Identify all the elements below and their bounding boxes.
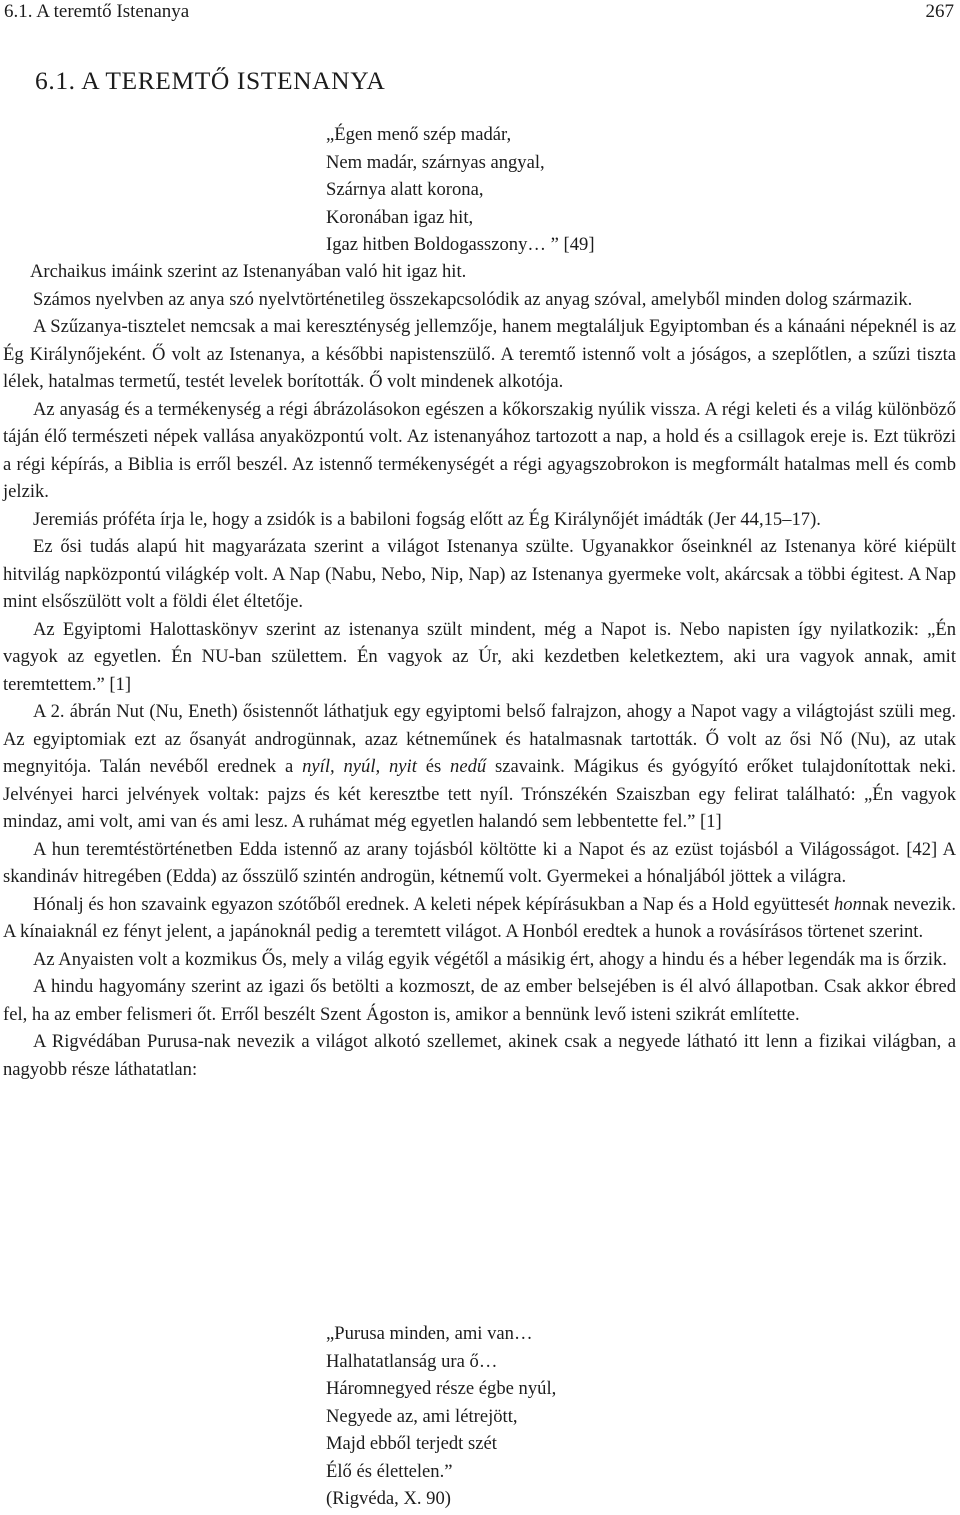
verse-line: Igaz hitben Boldogasszony… ” [49]	[326, 234, 595, 255]
paragraph: A Szűzanya-tisztelet nemcsak a mai kereszténység jellemzője, hanem megtaláljuk Egyiptomban és a kánaáni népeknél is az Ég Királynőjeként. Ő volt az Istenanya, a későbbi napistenszülő. A teremtő istennő volt a jóságos, a szeplőtlen, a szűzi tiszta lélek, hatalmas termetű, testét levelek borították. Ő volt mindenek alkotója.	[3, 316, 956, 392]
verse-line: Szárnya alatt korona,	[326, 179, 484, 200]
text-run: nak nevezik. A kínaiaknál ez fényt jelent, a japánoknál pedig a teremtett világot. A Honból eredtek a hunok a rovásírásos törtenet szerint.	[3, 893, 956, 942]
paragraph: A hun teremtéstörténetben Edda istennő az arany tojásból költötte ki a Napot és az ezüst tojásból a Világosságot. [42] A skandináv hitregében (Edda) az ősszülő szintén androgün, kétnemű volt. Gyermekei a hónaljából jöttek a világra.	[3, 838, 956, 887]
text-run: A 2. ábrán Nut (Nu, Eneth) ősistennőt láthatjuk egy egyiptomi belső falrajzon, ahogy a Napot vagy a világtojást szüli meg. Az egyiptomiak ezt az ősanyát androgünnak, azaz kétneműnek és hatalmasnak tartották. Ő volt az ősi Nő (Nu), az utak megnyitója. Talán nevéből erednek a	[3, 701, 956, 777]
rigveda-verse	[326, 1320, 556, 1513]
text-run: Hónalj és hon szavaink egyazon szótőből erednek. A keleti népek képírásukban a Nap és a Hold együttesét	[33, 893, 834, 915]
paragraph: Jeremiás próféta írja le, hogy a zsidók is a babiloni fogság előtt az Ég Királynőjét imádták (Jer 44,15–17).	[33, 508, 821, 530]
paragraph: Archaikus imáink szerint az Istenanyában való hit igaz hit.	[30, 261, 467, 282]
paragraph: Ez ősi tudás alapú hit magyarázata szerint a világot Istenanya szülte. Ugyanakkor őseinknél az Istenanya köré kiépült hitvilág napközpontú világkép volt. A Nap (Nabu, Nebo, Nip, Nap) az Istenanya gyermeke volt, akárcsak a többi égitest. A Nap mint elsőszülött volt a földi élet éltetője.	[3, 536, 956, 612]
paragraph: A hindu hagyomány szerint az igazi ős betölti a kozmoszt, de az ember belsejében is él alvó állapotban. Csak akkor ébred fel, ha az ember felismeri őt. Erről beszélt Szent Ágoston is, amikor a bennünk levő isteni szikrát említette.	[3, 976, 956, 1025]
paragraph: A Rigvédában Purusa-nak nevezik a világot alkotó szellemet, akinek csak a negyede látható itt lenn a fizikai világban, a nagyobb része láthatatlan:	[3, 1031, 956, 1080]
paragraph: Az Anyaisten volt a kozmikus Ős, mely a világ egyik végétől a másikig ért, ahogy a hindu és a héber legendák ma is őrzik.	[33, 948, 947, 970]
text-run: szavaink. Mágikus és gyógyító erőket tulajdonítottak neki. Jelvényei harci jelvények voltak: pajzs és két keresztbe tett nyíl. Trónszékén Szaiszban egy felirat található: „Én vagyok mindaz, ami volt, ami van és ami lesz. A ruhámat még egyetlen halandó sem lebbentette fel.” [1]	[3, 756, 956, 832]
running-header	[4, 0, 954, 26]
page-number: 267	[925, 1, 954, 22]
paragraph-nut	[3, 698, 956, 836]
verse-line: „Égen menő szép madár,	[326, 124, 512, 145]
running-title: 6.1. A teremtő Istenanya	[4, 1, 190, 22]
verse-line: Halhatatlanság ura ő…	[326, 1350, 498, 1372]
chapter-title: 6.1. A TEREMTŐ ISTENANYA	[35, 66, 386, 95]
paragraph-hon	[3, 891, 956, 946]
text-run: és	[416, 756, 451, 777]
verse-line: Élő és élettelen.”	[326, 1460, 453, 1482]
paragraph: Az Egyiptomi Halottaskönyv szerint az istenanya szült mindent, még a Napot is. Nebo napisten így nyilatkozik: „Én vagyok az egyetlen. Én NU-ban születtem. Én vagyok az Úr, aki kezdetben keletkeztem, aki ura vagyok annak, amit teremtettem.” [1]	[3, 618, 956, 695]
verse-line: Koronában igaz hit,	[326, 206, 474, 228]
verse-line: Háromnegyed része égbe nyúl,	[326, 1378, 557, 1399]
italic-word: hon	[833, 893, 862, 915]
body-text	[3, 258, 956, 1083]
paragraph: Az anyaság és a termékenység a régi ábrázolásokon egészen a kőkorszakig nyúlik vissza. A régi keleti és a világ különböző táján élő természeti népek vallása anyaközpontú volt. Az istenanyához tartozott a nap, a hold és a csillagok ereje is. Ezt tükrözi a régi képírás, a Biblia is erről beszél. Az istennő termékenységét a régi agyagszobrokon is megformált hatalmas mell és comb jelzik.	[3, 398, 956, 502]
verse-line: „Purusa minden, ami van…	[326, 1323, 533, 1344]
opening-prayer-verse	[326, 121, 595, 259]
verse-line: Majd ebből terjedt szét	[326, 1433, 497, 1454]
verse-line: Negyede az, ami létrejött,	[326, 1405, 518, 1427]
italic-words: nyíl, nyúl, nyit	[302, 756, 417, 777]
paragraph: Számos nyelvben az anya szó nyelvtörténetileg összekapcsolódik az anyag szóval, amelyből minden dolog származik.	[33, 288, 913, 310]
italic-word: nedű	[450, 756, 487, 777]
verse-line: Nem madár, szárnyas angyal,	[326, 151, 545, 173]
verse-source: (Rigvéda, X. 90)	[326, 1488, 451, 1509]
